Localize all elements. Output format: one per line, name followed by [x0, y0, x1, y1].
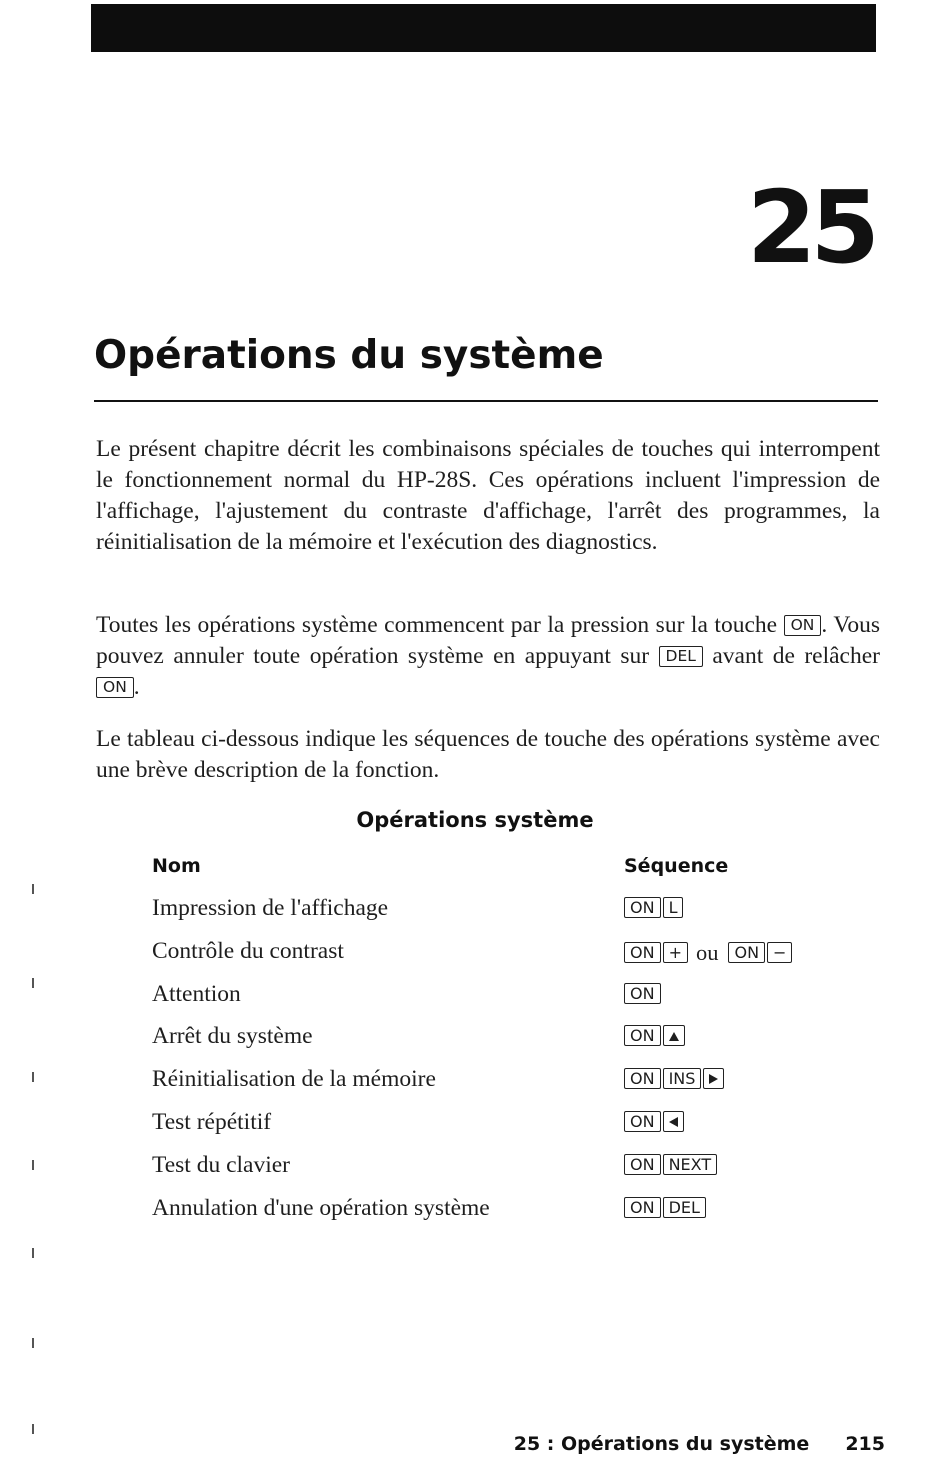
table-row: [152, 1150, 852, 1193]
table-row: [152, 1107, 852, 1150]
left-arrow-icon: [669, 1117, 678, 1127]
key-sequence: [624, 897, 683, 918]
paragraph-text: . Vous pouvez annuler toute opération système en appuyant sur: [96, 612, 880, 669]
key-on-cap: ON: [624, 1068, 661, 1089]
key-del-cap: DEL: [663, 1197, 706, 1218]
on-key: ON: [96, 677, 134, 698]
key-sequence: [624, 983, 661, 1004]
key-minus-cap: −: [767, 942, 792, 963]
table-caption: Opérations système: [356, 808, 594, 832]
operations-table: [152, 893, 852, 1235]
key-sequence: [624, 940, 792, 966]
or-word: ou: [695, 939, 719, 965]
key-plus-cap: +: [663, 942, 688, 963]
chapter-title: Opérations du système: [94, 333, 604, 378]
key-on-cap: ON: [624, 942, 661, 963]
scan-mark: [32, 978, 34, 988]
table-row: [152, 1064, 852, 1107]
table-row: [152, 1021, 852, 1064]
right-arrow-icon: [709, 1074, 718, 1084]
operation-name: Test répétitif: [152, 1108, 272, 1135]
column-header-sequence: Séquence: [624, 855, 729, 877]
operation-name: Attention: [152, 980, 241, 1007]
key-sequence: [624, 1197, 706, 1218]
scan-mark: [32, 1338, 34, 1348]
page-footer: [0, 1433, 885, 1455]
table-row: [152, 893, 852, 936]
scan-mark: [32, 1424, 34, 1434]
key-ins-cap: INS: [663, 1068, 702, 1089]
arrow-key: [703, 1068, 724, 1089]
key-on-cap: ON: [624, 1025, 661, 1046]
scan-mark: [32, 1072, 34, 1082]
paragraph-text: avant de relâcher: [702, 643, 880, 669]
key-on-cap: ON: [624, 1154, 661, 1175]
key-sequence: [624, 1111, 684, 1132]
arrow-key: [663, 1111, 684, 1132]
chapter-number: 25: [746, 169, 874, 286]
title-divider: [94, 400, 878, 402]
table-row: [152, 936, 852, 979]
on-key-paragraph: [96, 610, 880, 703]
key-sequence: [624, 1154, 717, 1175]
up-arrow-icon: [669, 1032, 679, 1041]
header-band: [91, 4, 876, 52]
scan-mark: [32, 1248, 34, 1258]
key-on-cap: ON: [624, 1197, 661, 1218]
table-row: [152, 1193, 852, 1236]
arrow-key: [663, 1025, 685, 1046]
page-number: 215: [845, 1433, 885, 1455]
scan-mark: [32, 1160, 34, 1170]
on-key: ON: [784, 615, 822, 636]
table-intro-paragraph: Le tableau ci-dessous indique les séquences de touche des opérations système avec une brève description de la fonction.: [96, 726, 880, 783]
paragraph-text: .: [133, 674, 140, 700]
intro-paragraph: Le présent chapitre décrit les combinaisons spéciales de touches qui interrompent le fonctionnement normal du HP-28S. Ces opérations incluent l'impression de l'affichage, l'ajustement du contraste d'affichage, l'arrêt des programmes, la réinitialisation de la mémoire et l'exécution des diagnostics.: [96, 436, 880, 555]
key-next-cap: NEXT: [663, 1154, 718, 1175]
table-row: [152, 979, 852, 1022]
del-key: DEL: [659, 646, 703, 667]
key-sequence: [624, 1025, 685, 1046]
key-on-cap: ON: [624, 897, 661, 918]
operation-name: Arrêt du système: [152, 1023, 313, 1050]
key-on-cap: ON: [624, 983, 661, 1004]
operation-name: Contrôle du contrast: [152, 937, 344, 964]
footer-chapter-label: 25 : Opérations du système: [513, 1433, 810, 1455]
key-on-cap: ON: [624, 1111, 661, 1132]
operation-name: Annulation d'une opération système: [152, 1194, 490, 1221]
scan-mark: [32, 884, 34, 894]
operation-name: Test du clavier: [152, 1151, 290, 1178]
key-sequence: [624, 1068, 724, 1089]
key-l-cap: L: [663, 897, 684, 918]
paragraph-text: Toutes les opérations système commencent par la pression sur la touche: [96, 612, 784, 638]
operation-name: Impression de l'affichage: [152, 895, 389, 921]
operation-name: Réinitialisation de la mémoire: [152, 1066, 436, 1093]
column-header-name: Nom: [152, 855, 201, 877]
key-on-cap: ON: [728, 942, 765, 963]
